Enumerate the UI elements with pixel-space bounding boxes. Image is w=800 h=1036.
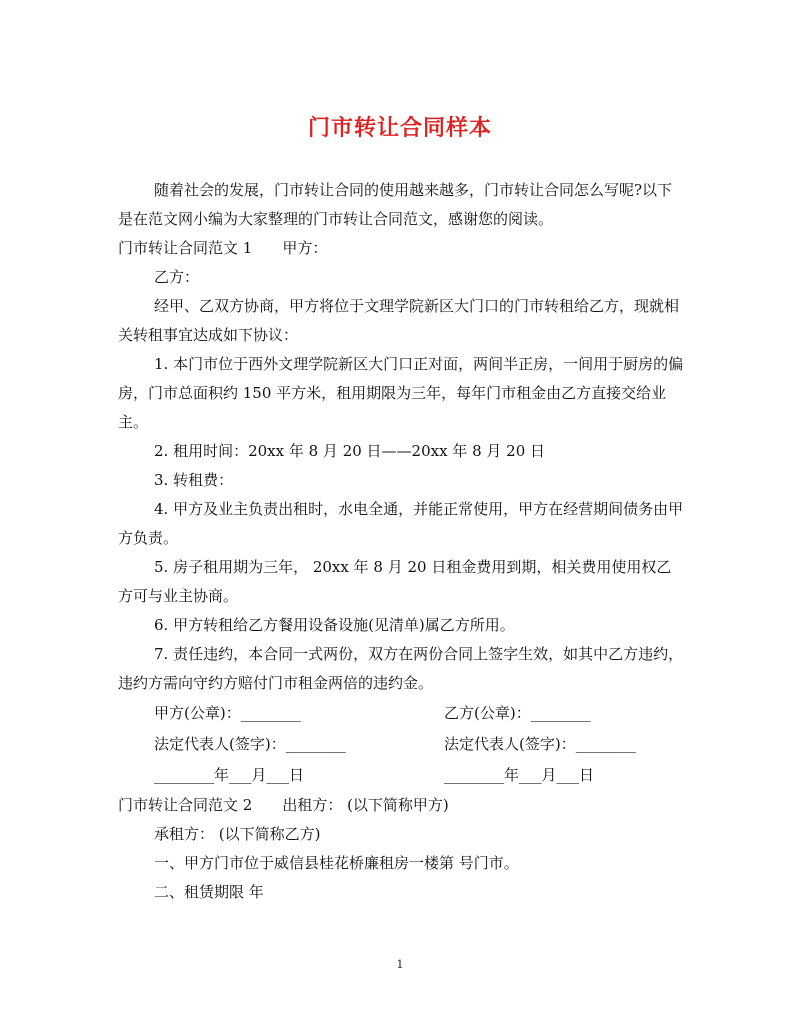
item-7: 7. 责任违约，本合同一式两份，双方在两份合同上签字生效，如其中乙方违约，违约方需向守约方赔付门市租金两倍的违约金。 — [118, 645, 684, 692]
item-2: 2. 租用时间：20xx 年 8 月 20 日——20xx 年 8 月 20 日 — [154, 442, 546, 460]
sample1-heading: 门市转让合同范文 1 — [118, 239, 253, 257]
item-3: 3. 转租费： — [154, 471, 234, 489]
page-number: 1 — [396, 958, 404, 971]
party-a-seal: 甲方(公章)：________ — [154, 704, 301, 722]
item-1: 1. 本门市位于西外文理学院新区大门口正对面，两间半正房，一间用于厨房的偏房，门市总面积约 150 平方米，租用期限为三年，每年门市租金由乙方直接交给业主。 — [118, 355, 684, 431]
item-4: 4. 甲方及业主负责出租时，水电全通，并能正常使用，甲方在经营期间债务由甲方负责。 — [118, 500, 684, 547]
sample1-heading-line — [118, 234, 684, 263]
agreement-paragraph: 经甲、乙双方协商，甲方将位于文理学院新区大门口的门市转租给乙方，现就相关转租事宜达成如下协议： — [118, 297, 680, 344]
sample1-party-a: 甲方： — [282, 239, 328, 257]
sample2-heading-line — [118, 791, 684, 820]
party-a-date: ________年___月___日 — [154, 766, 305, 784]
item-5: 5. 房子租用期为三年， 20xx 年 8 月 20 日租金费用到期，相关费用使用权乙方可与业主协商。 — [118, 558, 672, 605]
signature-row-representative — [118, 729, 684, 760]
signature-row-date — [118, 760, 684, 791]
sample2-lessee: 承租方： (以下简称乙方) — [154, 825, 321, 843]
sample2-heading: 门市转让合同范文 2 — [118, 796, 253, 814]
item-6: 6. 甲方转租给乙方餐用设备设施(见清单)属乙方所用。 — [154, 616, 515, 634]
party-b-seal: 乙方(公章)：________ — [444, 704, 591, 722]
clause-2: 二、租赁期限 年 — [154, 883, 264, 901]
document-body — [118, 176, 684, 907]
party-a-representative: 法定代表人(签字)：________ — [154, 735, 346, 753]
signature-row-seal — [118, 698, 684, 729]
intro-paragraph: 随着社会的发展，门市转让合同的使用越来越多，门市转让合同怎么写呢?以下是在范文网小编为大家整理的门市转让合同范文，感谢您的阅读。 — [118, 181, 673, 228]
sample2-lessor: 出租方： (以下简称甲方) — [282, 796, 449, 814]
clause-1: 一、甲方门市位于威信县桂花桥廉租房一楼第 号门市。 — [154, 854, 519, 872]
party-b-date: ________年___月___日 — [444, 766, 595, 784]
document-title: 门市转让合同样本 — [307, 115, 492, 141]
sample1-party-b: 乙方： — [154, 268, 200, 286]
party-b-representative: 法定代表人(签字)：________ — [444, 735, 636, 753]
